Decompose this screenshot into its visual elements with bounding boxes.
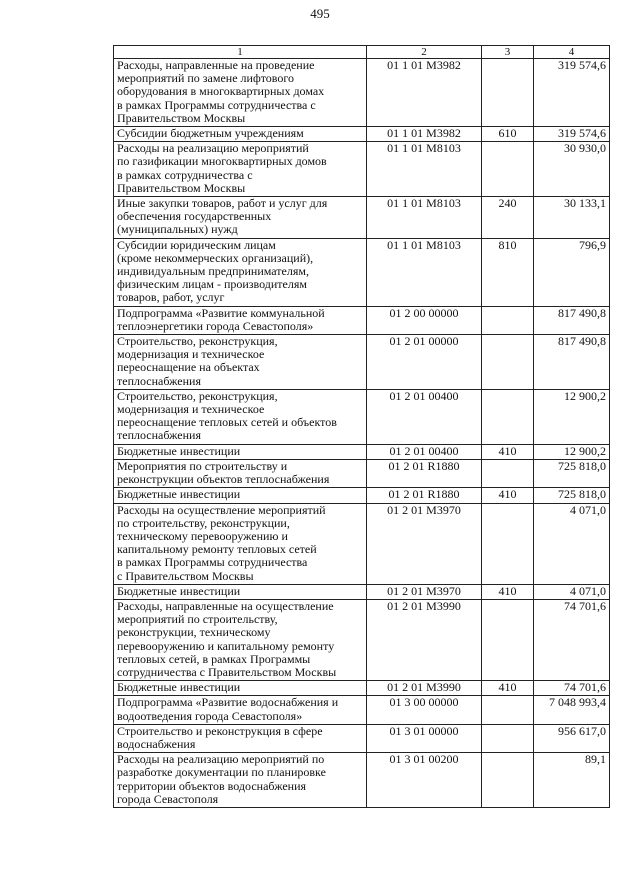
row-code-cell: 01 2 01 00000 (367, 335, 482, 390)
row-name-cell: Субсидии юридическим лицам (кроме некоммерческих организаций), индивидуальным предпринимателям, физическим лицам - производителям товаров, работ, услуг (114, 238, 367, 306)
row-code-cell: 01 2 00 00000 (367, 306, 482, 334)
row-expense-type-cell (482, 696, 534, 724)
table-row (114, 503, 610, 584)
row-name-cell: Мероприятия по строительству и реконструкции объектов теплоснабжения (114, 459, 367, 487)
table-row (114, 127, 610, 142)
table-row (114, 335, 610, 390)
row-amount-cell: 796,9 (534, 238, 610, 306)
row-amount-cell: 12 900,2 (534, 444, 610, 459)
row-name-cell: Расходы, направленные на проведение мероприятий по замене лифтового оборудования в многоквартирных домах в рамках Программы сотрудничества с Правительством Москвы (114, 59, 367, 127)
table-row (114, 753, 610, 808)
row-expense-type-cell: 410 (482, 488, 534, 503)
table-row (114, 142, 610, 197)
row-amount-cell: 12 900,2 (534, 389, 610, 444)
row-amount-cell: 74 701,6 (534, 681, 610, 696)
row-code-cell: 01 1 01 М8103 (367, 142, 482, 197)
row-amount-cell: 725 818,0 (534, 459, 610, 487)
row-amount-cell: 319 574,6 (534, 127, 610, 142)
column-header-3: 3 (482, 46, 534, 59)
row-code-cell: 01 1 01 М8103 (367, 197, 482, 239)
row-expense-type-cell: 810 (482, 238, 534, 306)
row-expense-type-cell (482, 59, 534, 127)
row-amount-cell: 4 071,0 (534, 503, 610, 584)
row-expense-type-cell (482, 753, 534, 808)
table-row (114, 444, 610, 459)
row-name-cell: Бюджетные инвестиции (114, 681, 367, 696)
row-expense-type-cell: 410 (482, 681, 534, 696)
table-row (114, 389, 610, 444)
page-number: 495 (310, 6, 330, 21)
row-code-cell: 01 2 01 М3970 (367, 584, 482, 599)
row-name-cell: Строительство, реконструкция, модернизация и техническое переоснащение тепловых сетей и объектов теплоснабжения (114, 389, 367, 444)
row-code-cell: 01 1 01 М3982 (367, 127, 482, 142)
row-amount-cell: 74 701,6 (534, 599, 610, 680)
row-code-cell: 01 1 01 М8103 (367, 238, 482, 306)
row-expense-type-cell: 410 (482, 444, 534, 459)
table-row (114, 696, 610, 724)
table-row (114, 584, 610, 599)
table-row (114, 681, 610, 696)
row-expense-type-cell (482, 306, 534, 334)
column-header-2: 2 (367, 46, 482, 59)
row-name-cell: Расходы на реализацию мероприятий по разработке документации по планировке территории объектов водоснабжения города Севастополя (114, 753, 367, 808)
table-row (114, 238, 610, 306)
row-amount-cell: 89,1 (534, 753, 610, 808)
row-name-cell: Подпрограмма «Развитие водоснабжения и водоотведения города Севастополя» (114, 696, 367, 724)
row-amount-cell: 319 574,6 (534, 59, 610, 127)
row-amount-cell: 7 048 993,4 (534, 696, 610, 724)
row-name-cell: Строительство, реконструкция, модернизация и техническое переоснащение на объектах теплоснабжения (114, 335, 367, 390)
row-amount-cell: 817 490,8 (534, 306, 610, 334)
table-row (114, 599, 610, 680)
row-name-cell: Бюджетные инвестиции (114, 444, 367, 459)
table-body (114, 59, 610, 808)
row-amount-cell: 30 930,0 (534, 142, 610, 197)
row-expense-type-cell: 410 (482, 584, 534, 599)
row-name-cell: Подпрограмма «Развитие коммунальной теплоэнергетики города Севастополя» (114, 306, 367, 334)
row-amount-cell: 4 071,0 (534, 584, 610, 599)
row-amount-cell: 725 818,0 (534, 488, 610, 503)
table-row (114, 459, 610, 487)
row-code-cell: 01 3 00 00000 (367, 696, 482, 724)
row-amount-cell: 956 617,0 (534, 724, 610, 752)
table-row (114, 197, 610, 239)
row-name-cell: Расходы на реализацию мероприятий по газификации многоквартирных домов в рамках сотрудничества с Правительством Москвы (114, 142, 367, 197)
row-expense-type-cell (482, 599, 534, 680)
row-code-cell: 01 2 01 М3990 (367, 599, 482, 680)
row-name-cell: Субсидии бюджетным учреждениям (114, 127, 367, 142)
row-amount-cell: 817 490,8 (534, 335, 610, 390)
row-expense-type-cell (482, 503, 534, 584)
row-code-cell: 01 3 01 00200 (367, 753, 482, 808)
row-code-cell: 01 2 01 R1880 (367, 459, 482, 487)
row-code-cell: 01 2 01 R1880 (367, 488, 482, 503)
table-row (114, 488, 610, 503)
column-header-4: 4 (534, 46, 610, 59)
row-name-cell: Расходы, направленные на осуществление мероприятий по строительству, реконструкции, техническому перевооружению и капитальному ремонту тепловых сетей, в рамках Программы сотрудничества с Правительством Москвы (114, 599, 367, 680)
row-expense-type-cell (482, 389, 534, 444)
row-code-cell: 01 1 01 М3982 (367, 59, 482, 127)
row-expense-type-cell (482, 459, 534, 487)
table-header-row (114, 46, 610, 59)
row-code-cell: 01 2 01 М3970 (367, 503, 482, 584)
row-name-cell: Строительство и реконструкция в сфере водоснабжения (114, 724, 367, 752)
row-name-cell: Иные закупки товаров, работ и услуг для обеспечения государственных (муниципальных) нужд (114, 197, 367, 239)
row-code-cell: 01 3 01 00000 (367, 724, 482, 752)
budget-table (113, 45, 610, 808)
table-row (114, 306, 610, 334)
row-name-cell: Расходы на осуществление мероприятий по строительству, реконструкции, техническому перевооружению и капитальному ремонту тепловых сетей в рамках Программы сотрудничества с Правительством Москвы (114, 503, 367, 584)
table-row (114, 59, 610, 127)
table-row (114, 724, 610, 752)
row-code-cell: 01 2 01 М3990 (367, 681, 482, 696)
row-code-cell: 01 2 01 00400 (367, 444, 482, 459)
row-code-cell: 01 2 01 00400 (367, 389, 482, 444)
column-header-1: 1 (114, 46, 367, 59)
row-amount-cell: 30 133,1 (534, 197, 610, 239)
row-expense-type-cell (482, 335, 534, 390)
row-expense-type-cell (482, 724, 534, 752)
row-expense-type-cell: 240 (482, 197, 534, 239)
row-expense-type-cell: 610 (482, 127, 534, 142)
row-name-cell: Бюджетные инвестиции (114, 488, 367, 503)
row-name-cell: Бюджетные инвестиции (114, 584, 367, 599)
row-expense-type-cell (482, 142, 534, 197)
